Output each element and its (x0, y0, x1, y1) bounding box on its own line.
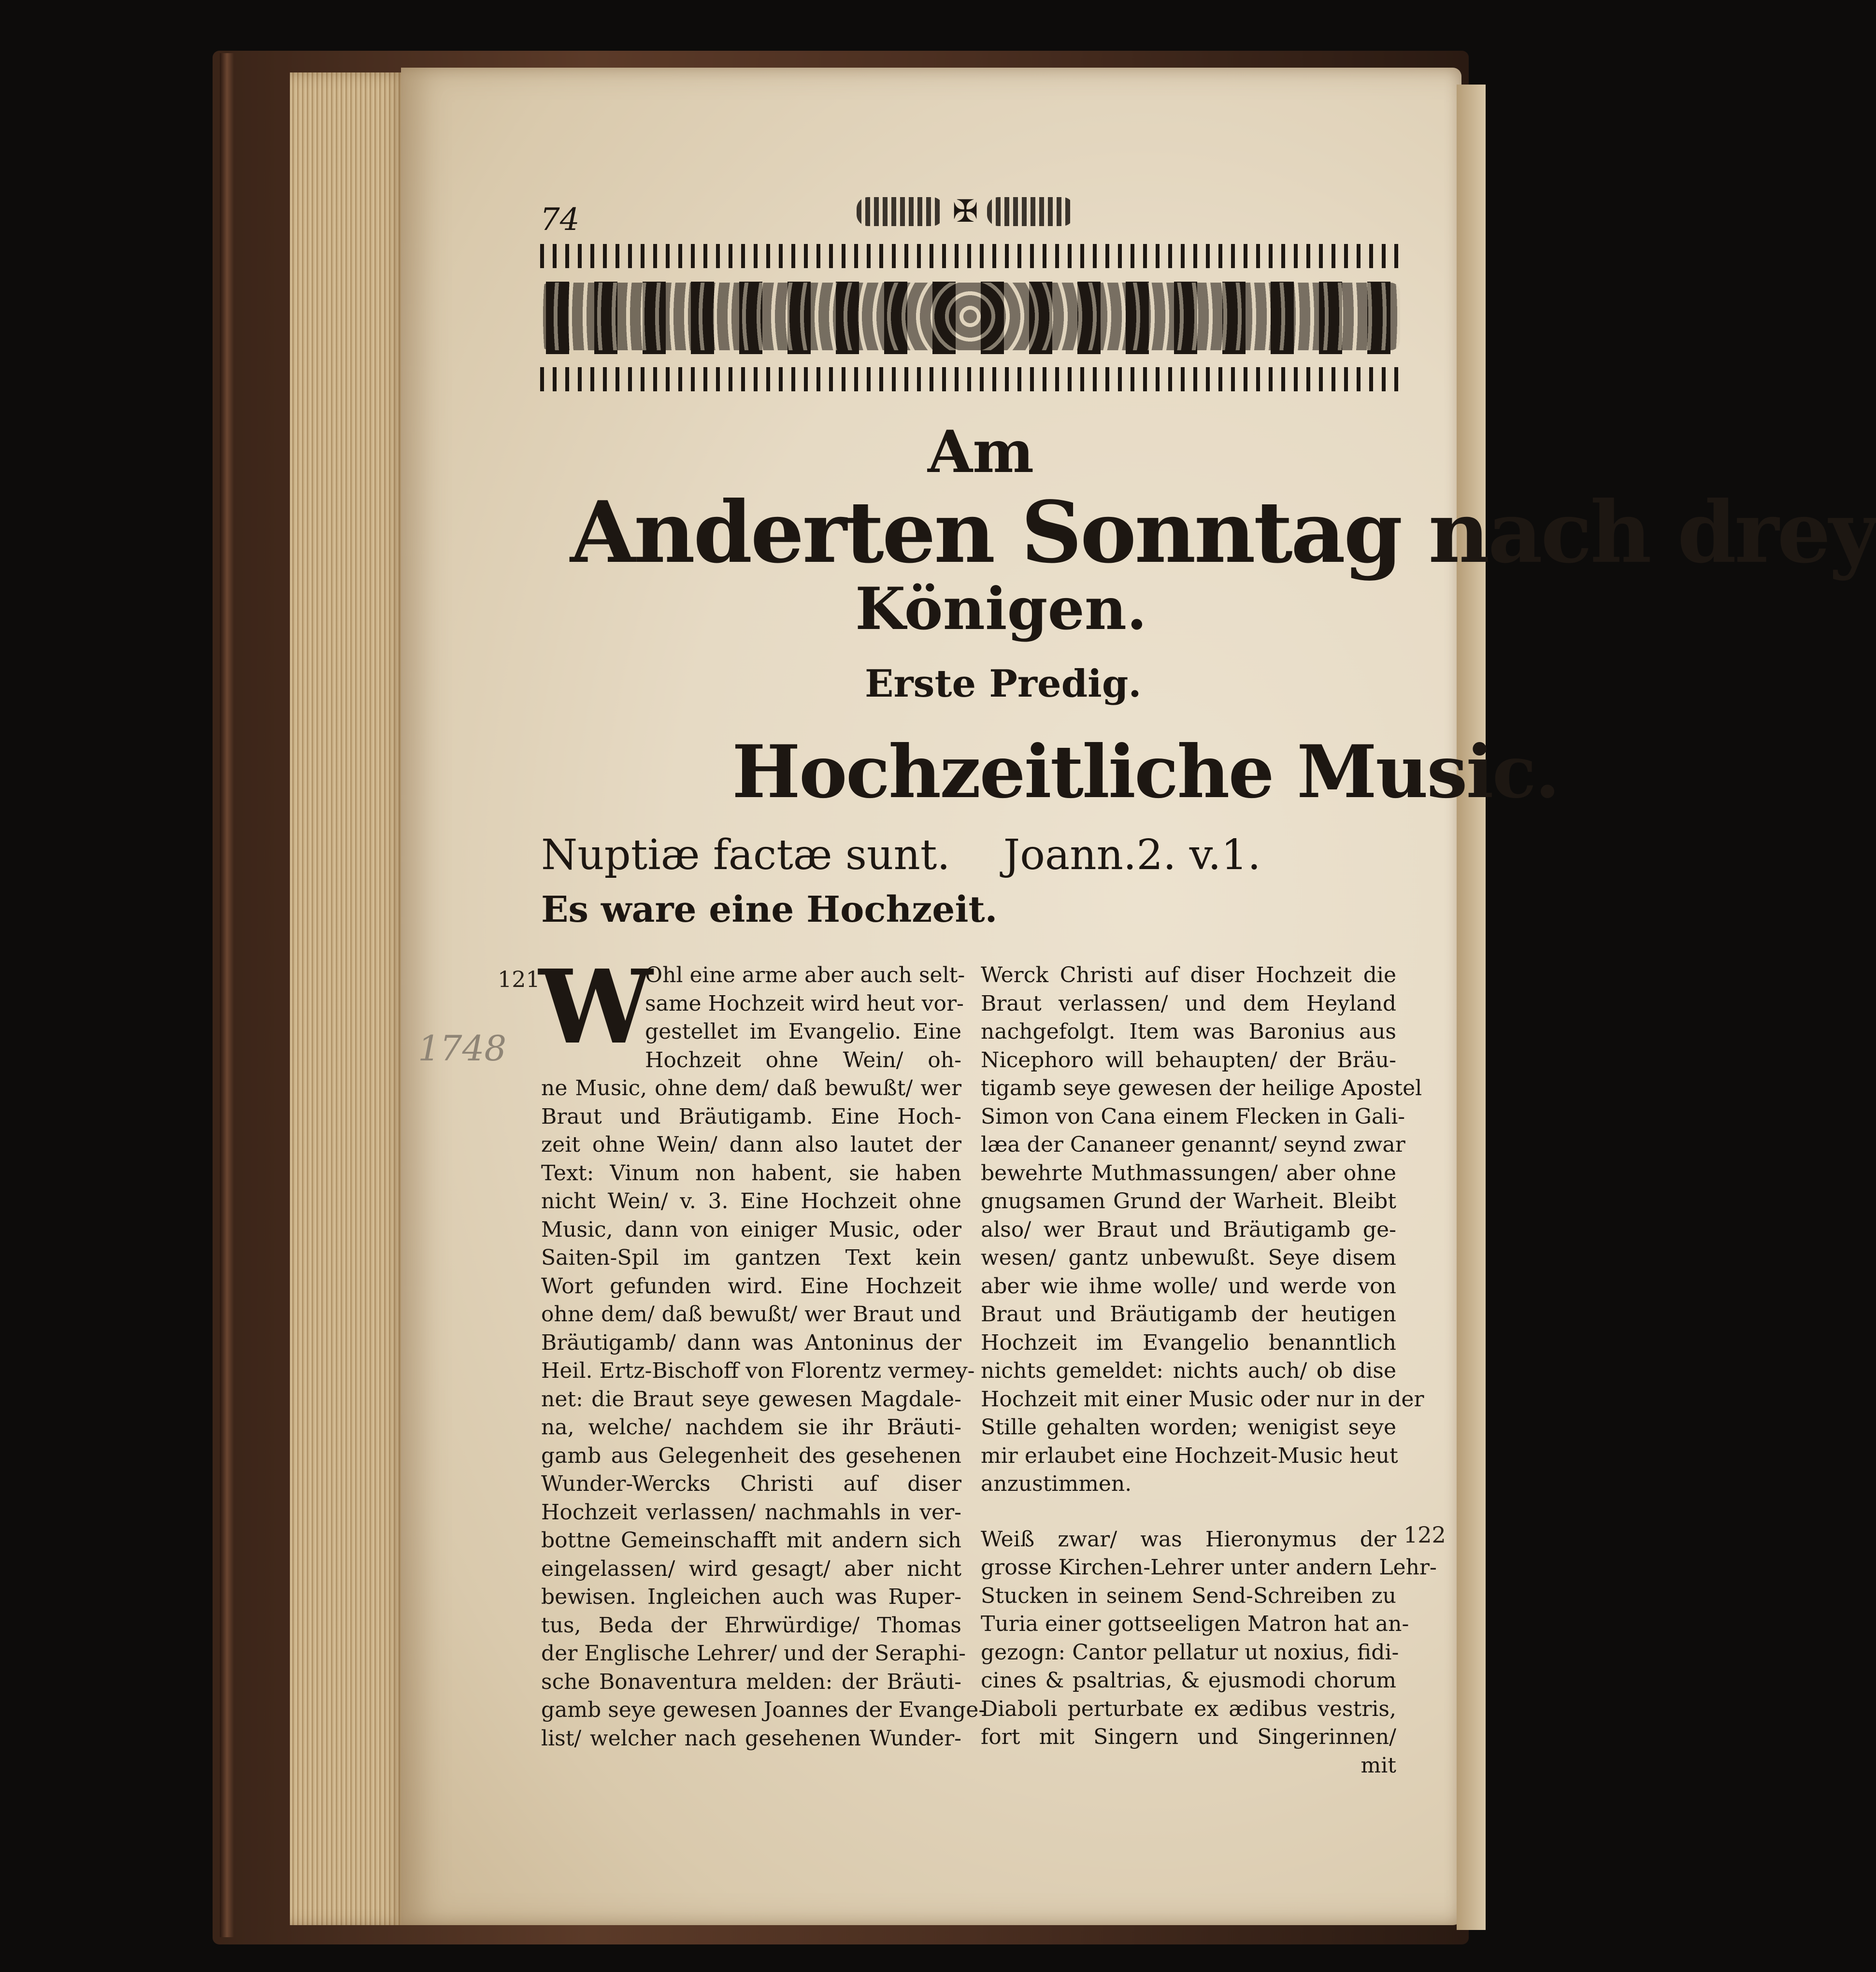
book-spine (220, 53, 234, 1937)
text-line: fort mit Singern und Singerinnen/ (981, 1725, 1396, 1749)
verse-reference: Joann.2. v.1. (1003, 831, 1261, 879)
text-line: wesen/ gantz unbewußt. Seye disem (981, 1245, 1396, 1270)
text-line: Hochzeit mit einer Music oder nur in der (981, 1386, 1424, 1412)
pencil-annotation: 1748 (418, 1028, 507, 1069)
page-number: 74 (540, 202, 580, 238)
decorative-band-pattern (540, 283, 1400, 350)
text-line: also/ wer Braut und Bräutigamb ge- (981, 1217, 1396, 1242)
text-line: aber wie ihme wolle/ und werde von (981, 1273, 1396, 1299)
latin-verse: Nuptiæ factæ sunt. (541, 831, 950, 879)
text-line: anzustimmen. (981, 1472, 1132, 1496)
text-line: Hochzeit verlassen/ nachmahls in ver- (541, 1500, 961, 1525)
title-line-3: Königen. (855, 575, 1147, 643)
text-line: na, welche/ nachdem sie ihr Bräuti- (541, 1415, 961, 1440)
text-line: tus, Beda der Ehrwürdige/ Thomas (541, 1613, 961, 1638)
title-line-2: Anderten Sonntag nach drey (570, 483, 1876, 582)
text-line: bewehrte Muthmassungen/ aber ohne (981, 1160, 1396, 1186)
text-line: Werck Christi auf diser Hochzeit die (981, 963, 1396, 987)
margin-number-left: 121 (498, 966, 540, 992)
text-line: Text: Vinum non habent, sie haben (541, 1160, 961, 1186)
text-line: net: die Braut seye gewesen Magdale- (541, 1386, 961, 1412)
text-line: sche Bonaventura melden: der Bräuti- (541, 1669, 961, 1694)
text-line: Turia einer gottseeligen Matron hat an- (981, 1612, 1409, 1636)
text-line: mir erlaubet eine Hochzeit-Music heut (981, 1443, 1398, 1468)
text-line: grosse Kirchen-Lehrer unter andern Lehr- (981, 1555, 1437, 1580)
text-line: Simon von Cana einem Flecken in Gali- (981, 1104, 1405, 1129)
text-line: Hochzeit ohne Wein/ oh- (645, 1047, 961, 1072)
text-line: Nicephoro will behaupten/ der Bräu- (981, 1047, 1396, 1072)
text-line: ohne dem/ daß bewußt/ wer Braut und (541, 1302, 961, 1327)
text-line: zeit ohne Wein/ dann also lautet der (541, 1132, 961, 1157)
text-line: Hochzeit im Evangelio benanntlich (981, 1330, 1396, 1355)
facing-page-edge (1457, 85, 1486, 1930)
subtitle: Erste Predig. (865, 662, 1142, 706)
text-line: Bräutigamb/ dann was Antoninus der (541, 1330, 961, 1355)
text-line: Music, dann von einiger Music, oder (541, 1217, 961, 1242)
text-column-left (539, 947, 986, 1753)
text-line: Diaboli perturbate ex ædibus vestris, (981, 1696, 1396, 1721)
text-line: gamb aus Gelegenheit des gesehenen (541, 1443, 961, 1468)
text-line: mit (1360, 1753, 1396, 1778)
ornament-cross-icon: ✠ (952, 194, 978, 229)
page-edges (290, 72, 408, 1925)
text-line: tigamb seye gewesen der heilige Apostel (981, 1076, 1422, 1100)
ornament-right (987, 197, 1074, 226)
text-line: nichts gemeldet: nichts auch/ ob dise (981, 1358, 1396, 1383)
text-line: ne Music, ohne dem/ daß bewußt/ wer (541, 1076, 961, 1100)
text-line: bewisen. Ingleichen auch was Ruper- (541, 1585, 961, 1609)
text-line: Braut verlassen/ und dem Heyland (981, 991, 1396, 1016)
german-verse: Es ware eine Hochzeit. (541, 889, 998, 930)
text-line: eingelassen/ wird gesagt/ aber nicht (541, 1556, 961, 1581)
text-line: nicht Wein/ v. 3. Eine Hochzeit ohne (541, 1189, 961, 1214)
text-line: Braut und Bräutigamb. Eine Hoch- (541, 1104, 961, 1129)
title-line-1: Am (928, 418, 1034, 486)
text-line: list/ welcher nach gesehenen Wunder- (541, 1726, 961, 1751)
text-line: Wort gefunden wird. Eine Hochzeit (541, 1273, 961, 1299)
text-line: gezogn: Cantor pellatur ut noxius, fidi- (981, 1640, 1399, 1665)
text-line: Braut und Bräutigamb der heutigen (981, 1302, 1396, 1327)
text-line: Stille gehalten worden; wenigist seye (981, 1415, 1396, 1440)
text-line: same Hochzeit wird heut vor- (645, 991, 964, 1016)
header-ornament (845, 192, 1086, 231)
text-line: gamb seye gewesen Joannes der Evange- (541, 1698, 986, 1722)
text-line: cines & psaltrias, & ejusmodi chorum (981, 1668, 1396, 1693)
text-line: Saiten-Spil im gantzen Text kein (541, 1245, 961, 1270)
text-line: gnugsamen Grund der Warheit. Bleibt (981, 1189, 1396, 1214)
paragraph-gap (981, 1499, 1396, 1526)
margin-number-right: 122 (1403, 1522, 1446, 1548)
text-line: Stucken in seinem Send-Schreiben zu (981, 1583, 1396, 1608)
drop-cap: W (539, 947, 653, 1067)
sermon-title: Hochzeitliche Music. (732, 729, 1559, 815)
latin-verse-line (541, 831, 1261, 879)
text-line: Wunder-Wercks Christi auf diser (541, 1472, 961, 1496)
text-line: Weiß zwar/ was Hieronymus der (981, 1527, 1396, 1552)
ornament-left (857, 197, 944, 226)
text-line: der Englische Lehrer/ und der Seraphi- (541, 1641, 966, 1666)
text-line: gestellet im Evangelio. Eine (645, 1019, 961, 1044)
text-line: nachgefolgt. Item was Baronius aus (981, 1019, 1396, 1044)
text-line: læa der Cananeer genannt/ seynd zwar (981, 1132, 1405, 1157)
text-line: bottne Gemeinschafft mit andern sich (541, 1528, 961, 1553)
text-line: Heil. Ertz-Bischoff von Florentz vermey- (541, 1358, 975, 1383)
text-line: Ohl eine arme aber auch selt- (645, 963, 965, 987)
